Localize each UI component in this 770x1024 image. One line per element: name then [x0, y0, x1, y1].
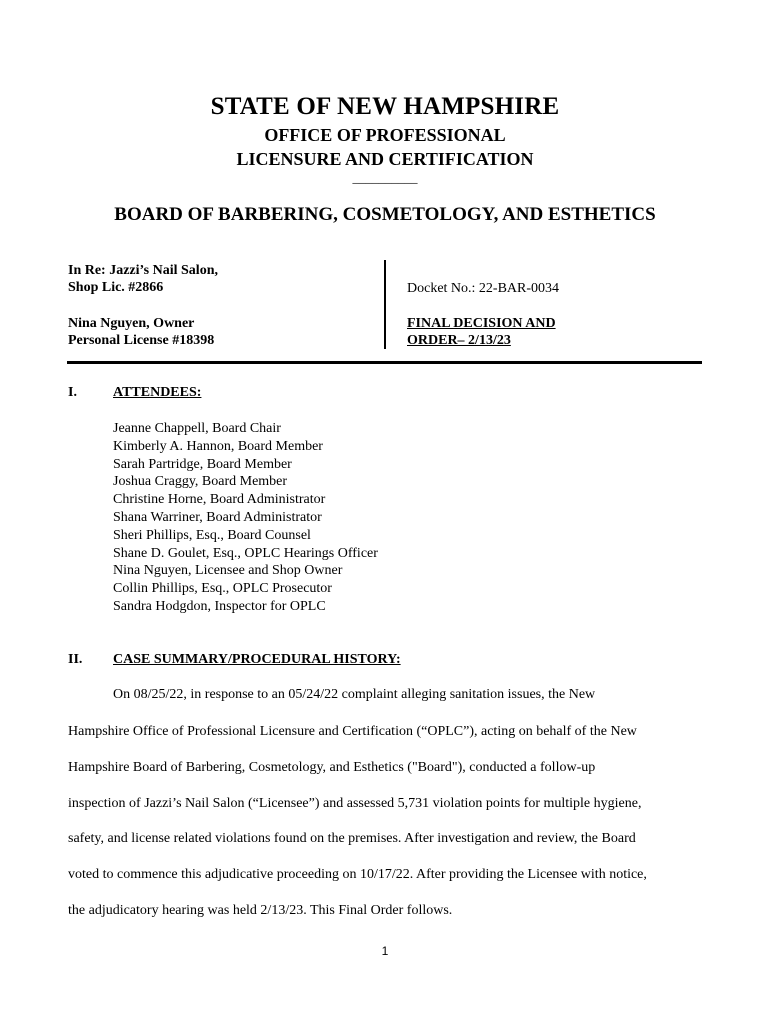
caption-owner-line2: Personal License #18398	[68, 333, 215, 348]
summary-line: inspection of Jazzi’s Nail Salon (“Licensee”) and assessed 5,731 violation points for multiple hygiene,	[68, 796, 642, 811]
office-heading-line2: LICENSURE AND CERTIFICATION	[236, 149, 534, 169]
docket-number: Docket No.: 22-BAR-0034	[407, 281, 560, 296]
attendee-item: Jeanne Chappell, Board Chair	[113, 421, 281, 436]
caption-bottom-rule	[67, 361, 702, 364]
attendee-item: Kimberly A. Hannon, Board Member	[113, 438, 323, 454]
summary-line: Hampshire Board of Barbering, Cosmetology, and Esthetics ("Board"), conducted a follow-up	[68, 760, 596, 775]
section1-title: ATTENDEES:	[113, 385, 202, 400]
office-heading-line1: OFFICE OF PROFESSIONAL	[264, 125, 506, 145]
attendee-item: Sheri Phillips, Esq., Board Counsel	[113, 527, 311, 543]
caption-divider	[384, 260, 386, 349]
summary-line: safety, and license related violations found on the premises. After investigation and review, the Board	[68, 831, 636, 846]
decision-title-line2: ORDER– 2/13/23	[407, 333, 511, 348]
attendee-item: Nina Nguyen, Licensee and Shop Owner	[113, 563, 343, 579]
section2-title: CASE SUMMARY/PROCEDURAL HISTORY:	[113, 652, 401, 667]
page-number: 1	[381, 944, 389, 958]
decision-title-line1: FINAL DECISION AND	[407, 316, 556, 331]
board-heading: BOARD OF BARBERING, COSMETOLOGY, AND ESTHETICS	[114, 204, 656, 225]
attendee-item: Joshua Craggy, Board Member	[113, 474, 288, 490]
attendees-list	[113, 420, 378, 616]
attendee-item: Christine Horne, Board Administrator	[113, 492, 326, 508]
section1-number: I.	[68, 385, 77, 400]
summary-line: On 08/25/22, in response to an 05/24/22 complaint alleging sanitation issues, the New	[113, 687, 596, 702]
attendee-item: Shane D. Goulet, Esq., OPLC Hearings Officer	[113, 545, 378, 561]
attendee-item: Sarah Partridge, Board Member	[113, 456, 292, 472]
caption-owner-line1: Nina Nguyen, Owner	[68, 316, 195, 331]
summary-line: voted to commence this adjudicative proceeding on 10/17/22. After providing the Licensee with notice,	[68, 867, 647, 882]
attendee-item: Collin Phillips, Esq., OPLC Prosecutor	[113, 581, 332, 597]
heading-rule: __________	[352, 170, 418, 185]
section2-number: II.	[68, 652, 83, 667]
caption-re-line1: In Re: Jazzi’s Nail Salon,	[68, 263, 218, 278]
summary-line: the adjudicatory hearing was held 2/13/23. This Final Order follows.	[68, 903, 453, 918]
caption-re-line2: Shop Lic. #2866	[68, 280, 164, 295]
summary-line: Hampshire Office of Professional Licensure and Certification (“OPLC”), acting on behalf of the New	[68, 724, 637, 739]
attendee-item: Sandra Hodgdon, Inspector for OPLC	[113, 598, 326, 614]
state-heading: STATE OF NEW HAMPSHIRE	[210, 93, 560, 120]
attendee-item: Shana Warriner, Board Administrator	[113, 509, 322, 525]
